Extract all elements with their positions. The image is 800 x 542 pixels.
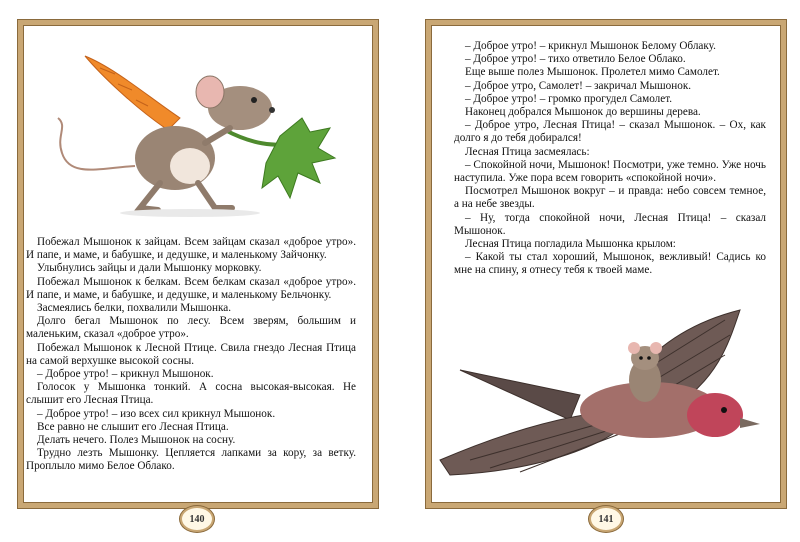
bird-carrying-mouse-illustration xyxy=(430,300,775,490)
paragraph: Лесная Птица засмеялась: xyxy=(465,145,590,158)
paragraph: Все равно не слышит его Лесная Птица. xyxy=(37,420,229,433)
paragraph: Посмотрел Мышонок вокруг – и правда: небо совсем темное, а на небе звезды. xyxy=(454,185,766,211)
right-page-text xyxy=(454,40,766,278)
paragraph: Наконец добрался Мышонок до вершины дерева. xyxy=(465,106,701,119)
paragraph: – Ну, тогда спокойной ночи, Лесная Птица! – сказал Мышонок. xyxy=(454,211,766,237)
paragraph: Побежал Мышонок к зайцам. Всем зайцам сказал «доброе утро». И папе, и маме, и бабушке, и дедушке, и маленькому Зайчонку. xyxy=(26,236,356,262)
paragraph: Улыбнулись зайцы и дали Мышонку морковку. xyxy=(37,262,262,275)
paragraph: – Какой ты стал хороший, Мышонок, вежливый! Садись ко мне на спину, я отнесу тебя к твоей маме. xyxy=(454,251,766,277)
paragraph: – Доброе утро! – крикнул Мышонок. xyxy=(37,368,214,381)
paragraph: – Спокойной ночи, Мышонок! Посмотри, уже темно. Уже ночь наступила. Уже пора всем говорить «спокойной ночи». xyxy=(454,158,766,185)
paragraph: Долго бегал Мышонок по лесу. Всем зверям, большим и маленьким, сказал «доброе утро». xyxy=(26,315,356,341)
paragraph: – Доброе утро! – крикнул Мышонок Белому Облаку. xyxy=(465,40,716,52)
paragraph: Голосок у Мышонка тонкий. А сосна высокая-высокая. Не слышит его Лесная Птица. xyxy=(26,381,356,407)
paragraph: Еще выше полез Мышонок. Пролетел мимо Самолет. xyxy=(465,66,720,79)
paragraph: Побежал Мышонок к Лесной Птице. Свила гнездо Лесная Птица на самой верхушке высокой сосны. xyxy=(26,341,356,367)
mouse-with-carrot-illustration xyxy=(40,48,340,218)
paragraph: Делать нечего. Полез Мышонок на сосну. xyxy=(37,434,236,447)
paragraph: Побежал Мышонок к белкам. Всем белкам сказал «доброе утро». И папе, и маме, и бабушке, и дедушке, и маленькому Бельчонку. xyxy=(26,275,356,301)
paragraph: – Доброе утро, Лесная Птица! – сказал Мышонок. – Ох, как долго я до тебя добирался! xyxy=(454,119,766,145)
paragraph: – Доброе утро, Самолет! – закричал Мышонок. xyxy=(465,79,692,92)
paragraph: Лесная Птица погладила Мышонка крылом: xyxy=(465,238,676,251)
page-number: 140 xyxy=(180,506,214,532)
paragraph: – Доброе утро! – громко прогудел Самолет. xyxy=(465,92,673,105)
paragraph: Засмеялись белки, похвалили Мышонка. xyxy=(37,302,231,315)
paragraph: – Доброе утро! – изо всех сил крикнул Мышонок. xyxy=(37,407,276,420)
page-number: 141 xyxy=(589,506,623,532)
paragraph: – Доброе утро! – тихо ответило Белое Облако. xyxy=(465,53,686,66)
right-page xyxy=(400,0,800,542)
paragraph: Трудно лезть Мышонку. Цепляется лапками за кору, за ветку. Проплыло мимо Белое Облако. xyxy=(26,447,356,473)
left-page-text xyxy=(26,236,356,474)
